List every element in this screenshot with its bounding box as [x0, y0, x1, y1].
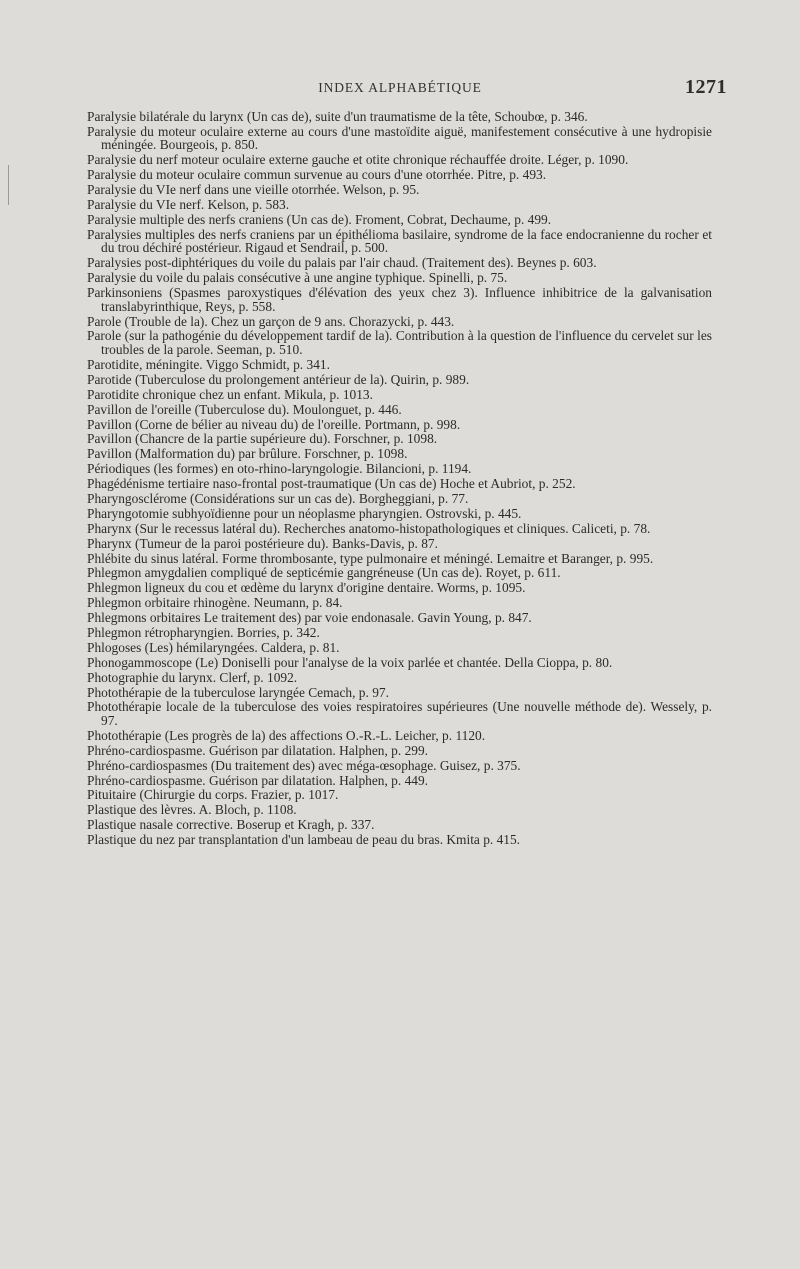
- index-entry: Parotide (Tuberculose du prolongement antérieur de la). Quirin, p. 989.: [87, 371, 470, 387]
- index-entry: Paralysie du voile du palais consécutive à une angine typhique. Spinelli, p. 75.: [87, 270, 508, 286]
- index-entry: Parkinsoniens (Spasmes paroxystiques d'élévation des yeux chez 3). Influence inhibitrice de la galvanisation translabyrinthique, Reys, p. 558.: [87, 285, 712, 314]
- index-entry: Paralysie du VIe nerf. Kelson, p. 583.: [87, 197, 290, 213]
- index-entry: Plastique des lèvres. A. Bloch, p. 1108.: [87, 802, 297, 818]
- page-number: 1271: [685, 76, 727, 98]
- index-entry: Pavillon (Malformation du) par brûlure. Forschner, p. 1098.: [87, 446, 408, 462]
- index-entry: Parotidite chronique chez un enfant. Mikula, p. 1013.: [87, 386, 373, 402]
- margin-mark: [8, 165, 9, 205]
- index-entry: Périodiques (les formes) en oto-rhino-laryngologie. Bilancioni, p. 1194.: [87, 461, 472, 477]
- index-entry: Paralysies multiples des nerfs craniens par un épithélioma basilaire, syndrome de la face endocranienne du rocher et du trou déchiré postérieur. Rigaud et Sendrail, p. 500.: [87, 226, 712, 256]
- index-entry: Phlébite du sinus latéral. Forme thrombosante, type pulmonaire et méningé. Lemaitre et Baranger, p. 995.: [87, 550, 654, 566]
- index-entry: Pavillon de l'oreille (Tuberculose du). Moulonguet, p. 446.: [87, 401, 402, 417]
- index-entry: Pharynx (Tumeur de la paroi postérieure du). Banks-Davis, p. 87.: [87, 535, 438, 551]
- index-entry: Paralysie du moteur oculaire externe au cours d'une mastoïdite aiguë, manifestement consécutive à une hydropisie méningée. Bourgeois, p. 850.: [87, 123, 712, 153]
- index-entry: Phlegmon ligneux du cou et œdème du larynx d'origine dentaire. Worms, p. 1095.: [87, 580, 526, 596]
- index-entries: [87, 110, 712, 848]
- index-entry: Photographie du larynx. Clerf, p. 1092.: [87, 669, 298, 685]
- index-entry: Phlogoses (Les) hémilaryngées. Caldera, p. 81.: [87, 639, 340, 655]
- index-entry: Parole (Trouble de la). Chez un garçon de 9 ans. Chorazycki, p. 443.: [87, 313, 455, 329]
- page-header: [0, 76, 800, 100]
- index-entry: Pavillon (Corne de bélier au niveau du) de l'oreille. Portmann, p. 998.: [87, 416, 461, 432]
- index-entry: Phlegmon amygdalien compliqué de septicémie gangréneuse (Un cas de). Royet, p. 611.: [87, 565, 561, 581]
- index-entry: Pharyngotomie subhyoïdienne pour un néoplasme pharyngien. Ostrovski, p. 445.: [87, 505, 522, 521]
- index-entry: Phréno-cardiospasme. Guérison par dilatation. Halphen, p. 299.: [87, 742, 429, 758]
- index-entry: Pituitaire (Chirurgie du corps. Frazier, p. 1017.: [87, 787, 339, 803]
- index-entry: Phlegmons orbitaires Le traitement des) par voie endonasale. Gavin Young, p. 847.: [87, 610, 532, 626]
- index-entry: Paralysie du moteur oculaire commun survenue au cours d'une otorrhée. Pitre, p. 493.: [87, 167, 547, 183]
- index-entry: Phagédénisme tertiaire naso-frontal post-traumatique (Un cas de) Hoche et Aubriot, p. 252.: [87, 476, 576, 492]
- index-entry: Photothérapie locale de la tuberculose des voies respiratoires supérieures (Une nouvelle méthode de). Wessely, p. 97.: [87, 699, 712, 729]
- index-entry: Paralysie du VIe nerf dans une vieille otorrhée. Welson, p. 95.: [87, 182, 420, 198]
- running-title: INDEX ALPHABÉTIQUE: [318, 80, 482, 95]
- index-entry: Phréno-cardiospasmes (Du traitement des) avec méga-œsophage. Guisez, p. 375.: [87, 757, 521, 773]
- index-entry: Pavillon (Chancre de la partie supérieure du). Forschner, p. 1098.: [87, 431, 438, 447]
- index-entry: Phlegmon orbitaire rhinogène. Neumann, p. 84.: [87, 595, 343, 611]
- index-entry: Phréno-cardiospasme. Guérison par dilatation. Halphen, p. 449.: [87, 772, 429, 788]
- index-entry: Pharynx (Sur le recessus latéral du). Recherches anatomo-histopathologiques et cliniques. Caliceti, p. 78.: [87, 520, 651, 536]
- index-entry: Plastique nasale corrective. Boserup et Kragh, p. 337.: [87, 817, 375, 833]
- index-entry: Paralysie bilatérale du larynx (Un cas de), suite d'un traumatisme de la tête, Schoubœ, p. 346.: [87, 109, 588, 124]
- index-entry: Parotidite, méningite. Viggo Schmidt, p. 341.: [87, 356, 330, 372]
- index-entry: Paralysie du nerf moteur oculaire externe gauche et otite chronique réchauffée droite. Léger, p. 1090.: [87, 152, 629, 168]
- index-entry: Pharyngosclérome (Considérations sur un cas de). Borgheggiani, p. 77.: [87, 490, 469, 506]
- index-entry: Phlegmon rétropharyngien. Borries, p. 342.: [87, 624, 320, 640]
- index-entry: Parole (sur la pathogénie du développement tardif de la). Contribution à la question de l'influence du cervelet sur les troubles de la parole. Seeman, p. 510.: [87, 328, 712, 358]
- index-entry: Photothérapie (Les progrès de la) des affections O.-R.-L. Leicher, p. 1120.: [87, 727, 486, 743]
- index-entry: Paralysie multiple des nerfs craniens (Un cas de). Froment, Cobrat, Dechaume, p. 499.: [87, 211, 552, 227]
- index-entry: Paralysies post-diphtériques du voile du palais par l'air chaud. (Traitement des). Beynes p. 603.: [87, 255, 597, 271]
- index-entry: Plastique du nez par transplantation d'un lambeau de peau du bras. Kmita p. 415.: [87, 832, 521, 848]
- index-entry: Phonogammoscope (Le) Doniselli pour l'analyse de la voix parlée et chantée. Della Cioppa, p. 80.: [87, 654, 613, 670]
- index-entry: Photothérapie de la tuberculose laryngée Cemach, p. 97.: [87, 684, 389, 700]
